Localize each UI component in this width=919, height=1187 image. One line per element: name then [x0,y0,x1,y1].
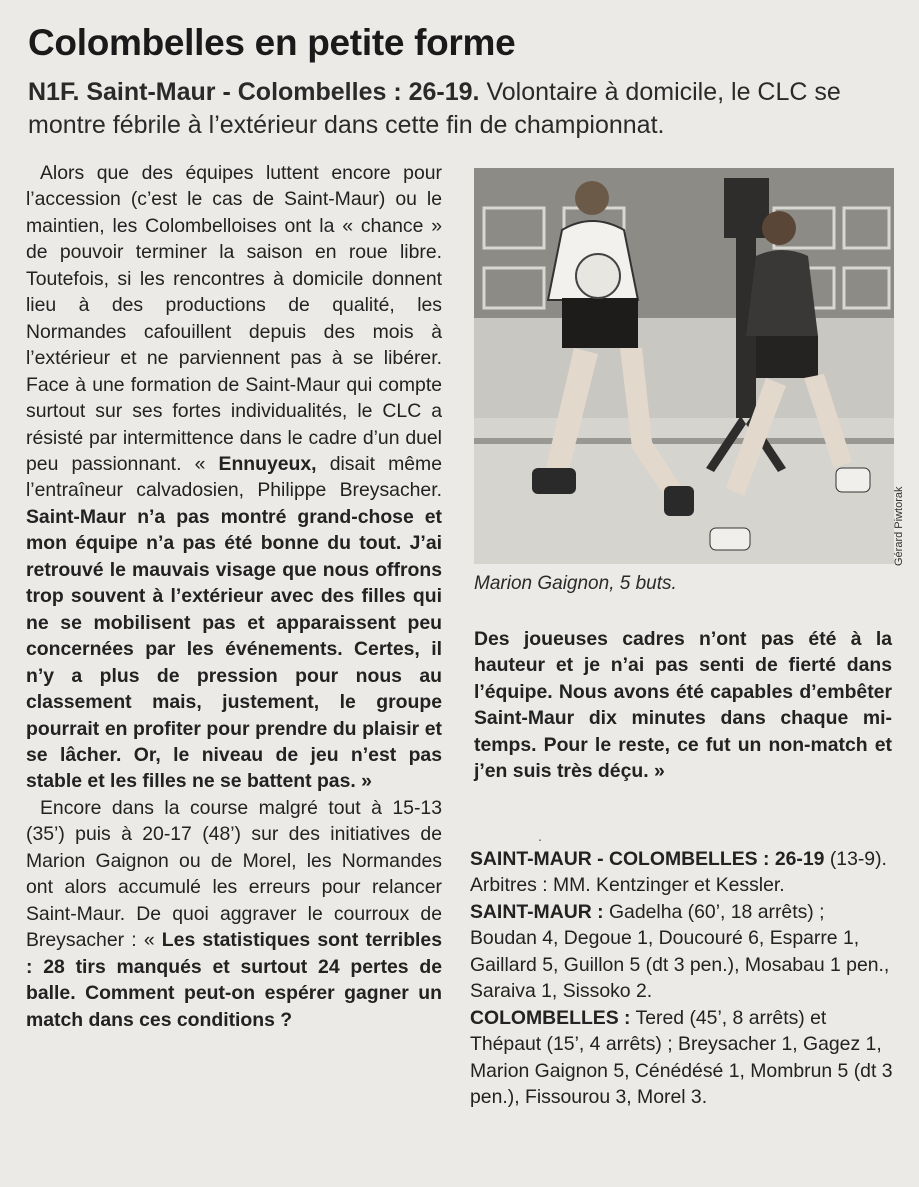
home-team-players: Gadelha (60’, 18 arrêts) ; Boudan 4, Degoue 1, Doucouré 6, Esparre 1, Gaillard 5, Guillon 5 (dt 3 pen.), Mosabau 1 pen., Saraiva 1, Sissoko 2. [470,900,890,1003]
photo-caption: Marion Gaignon, 5 buts. [474,573,677,594]
separator: . [538,828,542,844]
coach-quote-2: Les statistiques sont terribles : 28 tirs manqués et surtout 24 pertes de balle. Comment peut-on espérer gagner un match dans ces conditions ? [26,929,442,1031]
match-photo [474,168,894,564]
paragraph-2 [26,795,442,1033]
article-deck [28,76,898,142]
paragraph-2-text: Encore dans la course malgré tout à 15-13 (35’) puis à 20-17 (48’) sur des initiatives de Marion Gaignon ou de Morel, les Normandes ont alors accumulé les erreurs pour relancer Saint-Maur. De quoi aggraver le courroux de Breysacher : « [26,796,442,952]
match-result-line [470,846,894,872]
deck-score: N1F. Saint-Maur - Colombelles : 26-19. [28,78,480,106]
home-team-lineup [470,899,894,1005]
photo-credit: Gérard Piwtorak [893,486,905,566]
away-team-label: COLOMBELLES : [470,1006,631,1029]
handball-players-illustration [474,168,894,564]
away-team-lineup [470,1005,894,1111]
match-result: SAINT-MAUR - COLOMBELLES : 26-19 [470,848,825,870]
quote-ennuyeux: Ennuyeux, [205,452,317,475]
coach-quote-1: Saint-Maur n’a pas montré grand-chose et mon équipe n’a pas été bonne du tout. J’ai retrouvé le mauvais visage que nous offrons trop souvent à l’extérieur avec des filles qui ne se mobilisent pas et apparaissent peu concernées par les événements. Certes, il n’y a plus de pression pour nous au classement mais, justement, le groupe pourrait en profiter pour prendre du plaisir et se lâcher. Or, le niveau de jeu n’est pas stable et les filles ne se battent pas. » [26,505,442,793]
match-sheet [470,846,894,1111]
referees: Arbitres : MM. Kentzinger et Kessler. [470,874,785,897]
home-team-label: SAINT-MAUR : [470,900,604,923]
coach-quote-3: Des joueuses cadres n’ont pas été à la hauteur et je n’ai pas senti de fierté dans l’équipe. Nous avons été capables d’embêter Saint-Maur dix minutes dans chaque mi-temps. Pour le reste, ce fut un non-match et j’en suis très déçu. » [474,628,892,783]
left-column [26,160,442,1033]
paragraph-1 [26,160,442,795]
right-column-quote [474,626,892,785]
paragraph-1-attribution: disait même l’entraîneur calvadosien, Philippe Breysacher. [26,452,442,502]
paragraph-3 [474,626,892,785]
away-team-players: Tered (45’, 8 arrêts) et Thépaut (15’, 4 arrêts) ; Breysacher 1, Gagez 1, Marion Gaignon 5, Cénédésé 1, Mombrun 5 (dt 3 pen.), Fissourou 3, Morel 3. [470,1006,893,1109]
article-title: Colombelles en petite forme [28,22,516,63]
halftime-score: (13-9). [829,848,887,870]
paragraph-1-text: Alors que des équipes luttent encore pour l’accession (c’est le cas de Saint-Maur) ou le maintien, les Colombelloises ont la « chance » de pouvoir terminer la saison en roue libre. Toutefois, si les rencontres à domicile donnent lieu à des productions de qualité, les Normandes cafouillent depuis des mois à l’extérieur et ne parviennent pas à se libérer. Face à une formation de Saint-Maur qui compte surtout sur ses fortes individualités, le CLC a résisté par intermittence dans le cadre d’un duel peu passionnant. « [26,162,442,475]
deck-text: Volontaire à domicile, le CLC se montre fébrile à l’extérieur dans cette fin de championnat. [28,78,841,139]
